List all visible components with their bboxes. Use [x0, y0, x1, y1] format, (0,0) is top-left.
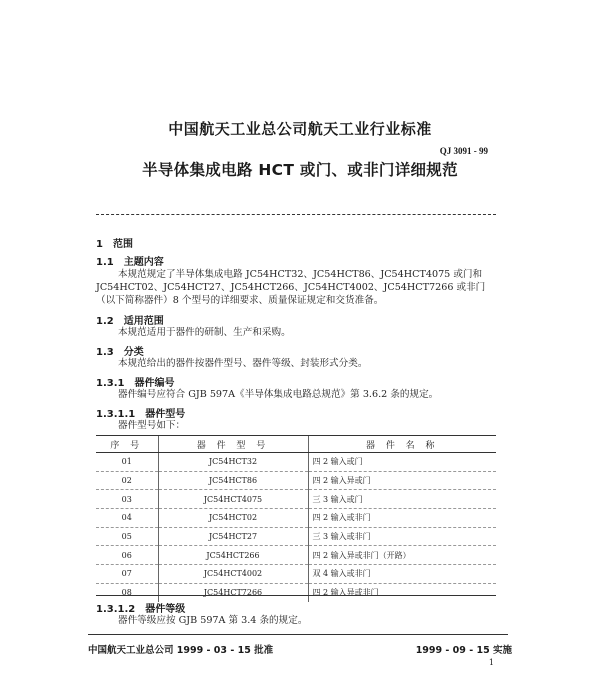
serial-cell: 05 [96, 527, 158, 546]
device-model-table [96, 436, 496, 602]
table-row [96, 583, 496, 601]
model-cell: JC54HCT32 [158, 453, 308, 472]
header-divider [96, 214, 496, 215]
column-header-name: 器 件 名 称 [308, 436, 496, 453]
section-1-3-text: 本规范给出的器件按器件型号、器件等级、封装形式分类。 [118, 358, 368, 369]
serial-cell: 08 [96, 583, 158, 601]
section-number: 1.2 [96, 316, 114, 327]
model-cell: JC54HCT4002 [158, 565, 308, 584]
column-header-serial: 序 号 [96, 436, 158, 453]
organization-standard-title: 中国航天工业总公司航天工业行业标准 [168, 120, 432, 138]
table-bottom-rule [96, 595, 496, 596]
table-row [96, 527, 496, 546]
table-row [96, 546, 496, 565]
section-number: 1 [96, 239, 103, 250]
serial-cell: 06 [96, 546, 158, 565]
serial-cell: 04 [96, 509, 158, 528]
approval-date: 中国航天工业总公司 1999 - 03 - 15 批准 [88, 645, 274, 656]
table-row [96, 565, 496, 584]
section-1-1-heading [96, 253, 164, 268]
name-cell: 双 4 输入或非门 [308, 565, 496, 584]
model-cell: JC54HCT4075 [158, 490, 308, 509]
section-1-heading [96, 235, 133, 250]
table-row [96, 490, 496, 509]
section-1-3-1-2-heading [96, 600, 185, 615]
section-number: 1.3.1.2 [96, 604, 136, 615]
section-title: 分类 [123, 347, 144, 358]
serial-cell: 07 [96, 565, 158, 584]
model-cell: JC54HCT266 [158, 546, 308, 565]
name-cell: 三 3 输入或非门 [308, 527, 496, 546]
section-1-3-1-1-heading [96, 405, 185, 420]
section-1-3-1-heading [96, 374, 174, 389]
section-1-1-text: 本规范规定了半导体集成电路 JC54HCT32、JC54HCT86、JC54HCT4075 或门和 JC54HCT02、JC54HCT27、JC54HCT266、JC54HCT4002、JC54HCT7266 或非门（以下简称器件）8 个型号的详细要求、质量保证规定和交货准备。 [96, 269, 486, 306]
column-header-model: 器 件 型 号 [158, 436, 308, 453]
section-1-3-1-1-text: 器件型号如下： [118, 420, 186, 431]
page-number: 1 [488, 658, 494, 667]
name-cell: 四 2 输入或非门 [308, 509, 496, 528]
table-row [96, 453, 496, 472]
section-number: 1.3.1 [96, 378, 125, 389]
serial-cell: 02 [96, 471, 158, 490]
section-number: 1.1 [96, 257, 114, 268]
serial-cell: 01 [96, 453, 158, 472]
section-title: 主题内容 [123, 257, 164, 268]
name-cell: 三 3 输入或门 [308, 490, 496, 509]
model-cell: JC54HCT02 [158, 509, 308, 528]
model-cell: JC54HCT7266 [158, 583, 308, 601]
name-cell: 四 2 输入或门 [312, 457, 363, 467]
section-title: 范围 [112, 239, 133, 250]
name-cell: 四 2 输入异或非门 [308, 583, 496, 601]
effective-date: 1999 - 09 - 15 实施 [415, 645, 512, 656]
section-1-2-heading [96, 312, 164, 327]
section-number: 1.3 [96, 347, 114, 358]
section-1-3-1-2-text: 器件等级应按 GJB 597A 第 3.4 条的规定。 [118, 615, 308, 626]
standard-code: QJ 3091 - 99 [439, 146, 488, 156]
section-title: 器件等级 [145, 604, 186, 615]
table-header-row [96, 436, 496, 453]
section-title: 器件编号 [134, 378, 175, 389]
model-cell: JC54HCT86 [158, 471, 308, 490]
section-title: 适用范围 [123, 316, 164, 327]
section-1-3-1-text: 器件编号应符合 GJB 597A《半导体集成电路总规范》第 3.6.2 条的规定。 [118, 389, 439, 400]
name-cell: 四 2 输入异或非门（开路） [308, 546, 496, 565]
section-1-2-text: 本规范适用于器件的研制、生产和采购。 [118, 327, 291, 338]
section-1-3-heading [96, 343, 144, 358]
table-row [96, 509, 496, 528]
model-cell: JC54HCT27 [158, 527, 308, 546]
section-title: 器件型号 [145, 409, 186, 420]
serial-cell: 03 [96, 490, 158, 509]
name-cell: 四 2 输入异或门 [308, 471, 496, 490]
footer-divider [88, 634, 508, 635]
table-row [96, 471, 496, 490]
document-title: 半导体集成电路 HCT 或门、或非门详细规范 [142, 161, 458, 179]
section-number: 1.3.1.1 [96, 409, 136, 420]
